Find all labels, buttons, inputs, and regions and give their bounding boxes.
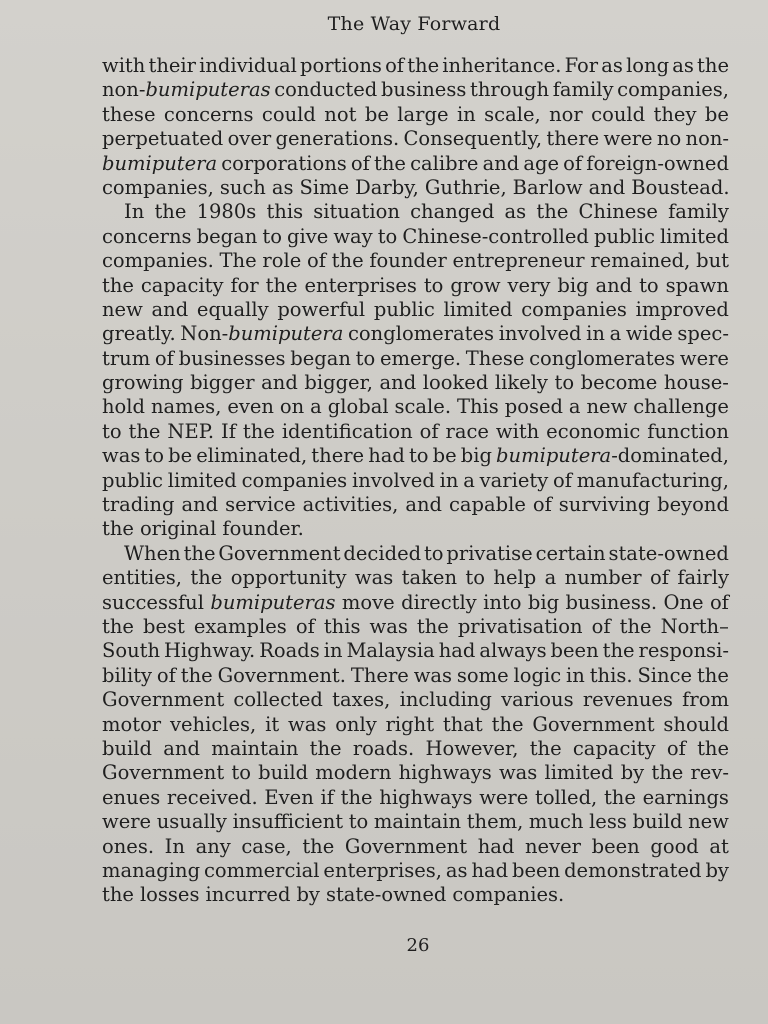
text-line: companies, such as Sime Darby, Guthrie, Barlow and Boustead. — [102, 175, 730, 199]
text-line: perpetuated over generations. Consequently, there were no non- — [102, 127, 729, 151]
text-line: the best examples of this was the privatisation of the North– — [102, 614, 729, 638]
text-line: motor vehicles, it was only right that the Government should — [102, 712, 729, 736]
text-line: public limited companies involved in a variety of manufacturing, — [102, 468, 729, 492]
text-line: with their individual portions of the inheritance. For as long as the — [102, 54, 729, 77]
text-line: concerns began to give way to Chinese-controlled public limited — [102, 224, 729, 248]
running-head: The Way Forward — [327, 13, 501, 35]
text-line: ones. In any case, the Government had never been good at — [102, 834, 729, 858]
text-line: non-bumiputeras conducted business through family companies, — [102, 78, 729, 102]
text-line: the losses incurred by state-owned companies. — [102, 883, 565, 907]
page-number: 26 — [406, 935, 430, 956]
text-line: When the Government decided to privatise certain state-owned — [124, 541, 729, 565]
text-line: these concerns could not be large in scale, nor could they be — [102, 102, 729, 126]
text-line: Government collected taxes, including various revenues from — [102, 688, 729, 712]
text-line: growing bigger and bigger, and looked likely to become house- — [102, 371, 729, 395]
body-text — [102, 54, 729, 908]
text-line: Government to build modern highways was limited by the rev- — [102, 761, 729, 785]
text-line: the capacity for the enterprises to grow very big and to spawn — [102, 273, 729, 297]
text-line: were usually insufficient to maintain them, much less build new — [102, 810, 729, 834]
text-line: bumiputera corporations of the calibre and age of foreign-owned — [102, 151, 729, 175]
text-line: trading and service activities, and capable of surviving beyond — [102, 493, 729, 517]
text-line: enues received. Even if the highways were tolled, the earnings — [102, 785, 729, 809]
text-line: build and maintain the roads. However, the capacity of the — [102, 736, 729, 760]
text-line: companies. The role of the founder entrepreneur remained, but — [102, 249, 729, 273]
text-line: trum of businesses began to emerge. These conglomerates were — [102, 346, 729, 370]
text-line: was to be eliminated, there had to be big bumiputera-dominated, — [102, 444, 729, 468]
text-line: successful bumiputeras move directly into big business. One of — [102, 590, 729, 614]
text-line: greatly. Non-bumiputera conglomerates involved in a wide spec- — [102, 322, 729, 346]
text-line: South Highway. Roads in Malaysia had always been the responsi- — [102, 639, 729, 663]
text-line: new and equally powerful public limited companies improved — [102, 297, 729, 321]
text-line: In the 1980s this situation changed as the Chinese family — [124, 200, 729, 224]
text-line: hold names, even on a global scale. This posed a new challenge — [102, 395, 729, 419]
text-line: the original founder. — [102, 517, 304, 541]
text-line: bility of the Government. There was some logic in this. Since the — [102, 663, 729, 687]
text-line: managing commercial enterprises, as had been demonstrated by — [102, 858, 729, 882]
text-line: to the NEP. If the identification of race with economic function — [102, 419, 729, 443]
text-line: entities, the opportunity was taken to help a number of fairly — [102, 566, 729, 590]
